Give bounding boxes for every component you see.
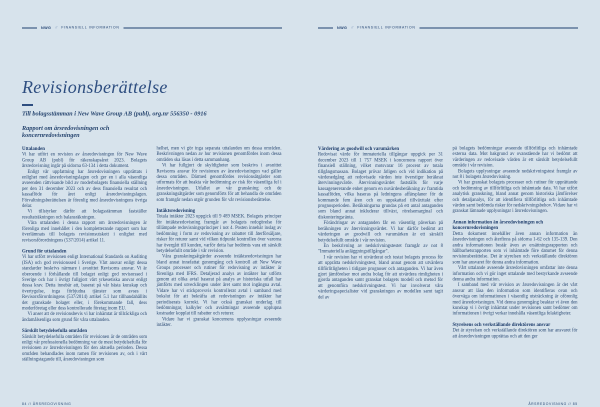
- header-separator: //: [55, 26, 58, 30]
- header-section-label: FINANSIELL INFORMATION: [357, 26, 416, 30]
- paragraph: Det är styrelsen och verkställande direktören som har ansvaret för att årsredovisningen upprättas och att den ger: [452, 328, 578, 339]
- header-section-label: FINANSIELL INFORMATION: [61, 26, 120, 30]
- section-heading: Uttalanden: [22, 146, 45, 152]
- addressee-line: Till bolagsstämman i New Wave Group AB (publ), org.nr 556350 - 0916: [22, 110, 207, 117]
- page-right: [300, 0, 600, 407]
- header-brand: NWG: [337, 25, 348, 30]
- section-heading: Värdering av goodwill och varumärken: [318, 146, 400, 152]
- paragraph: Bolagets upplysningar avseende nedskrivningstest framgår av not 8 i bolagets årsredovisning.: [452, 168, 578, 180]
- paragraph: En beskrivning av nedskrivningstestet framgår av not 8 "Immateriella anläggningstillgångar".: [318, 243, 443, 255]
- section-heading: Annan information än årsredovisningen och koncernredovisningen: [452, 219, 544, 231]
- paragraph: på bolagets bedömningar avseende tillförlitliga och inhämtade externa data. Mot bakgrund av ovanstående har vi bedömt att värderingen av redovisade värden är ett särskilt betydelsefullt område i vår revision.: [452, 146, 578, 169]
- paragraph: Särskilt betydelsefulla områden för revisionen är de områden som enligt vår professionella bedömning var de mest betydelsefulla för revisionen av årsredovisningen för den aktuella perioden. Dessa områden behandlades inom ramen för revisionen av, och i vårt ställningstagande till, årsredovisningen som: [22, 334, 147, 363]
- paragraph: Vi har utfört en revision av årsredovisningen för New Wave Group AB (publ) för räkenskapsåret 2023. Bolagets årsredovisning ingår på sidorna 63-134 i detta dokument.: [22, 152, 147, 169]
- paragraph: Totala intäkter 2023 uppgick till 9 489 MSEK. Bolagets principer för intäktsredovisning framgår av bolagets redogörelse för tillämpade redovisningsprinciper i not 4. Posten innebär inslag av bedömning i form av redovisning av rabatter till återförsäljare, risker för returer samt vid vilken tidpunkt kontrollen över varorna har övergått till kunden, varför detta har bedömts vara ett särskilt betydelsefullt område i vår revision.: [156, 214, 282, 254]
- paragraph: Vi har granskat bolagets processer och rutiner för upprättande och bedömning av tillförlitliga och inhämtade data. Vi har utfört analytisk granskning, bland annat genom historiska jämförelser och detaljanalys, för att identifiera tillförlitliga och inhämtade värden samt bedömda risker för nedskrivningsbehov. Vidare har vi granskat lämnade upplysningar i årsredovisningen.: [452, 180, 578, 214]
- header-rule-long: [123, 28, 282, 29]
- header-brand: NWG: [41, 25, 52, 30]
- left-page-column-1: [22, 146, 147, 363]
- left-page-body: [22, 146, 282, 388]
- header-rule-long: [419, 28, 578, 29]
- running-header: [318, 26, 578, 34]
- page-title: Revisionsberättelse: [22, 77, 168, 97]
- paragraph: Våra uttalanden i denna rapport om årsredovisningen är förenliga med innehållet i den kompletterande rapport som har överlämnats till bolagets revisionsutskott i enlighet med revisorsförordningens (537/2014) artikel 11.: [22, 220, 147, 243]
- page-footer-left: 84 // ÅRSREDOVISNING: [22, 402, 72, 406]
- paragraph: Redovisat värde för immateriella tillgångar uppgick per 31 december 2023 till 1 757 MSEK i koncernens rapport över finansiell ställning, vilket motsvarar 16 procent av totala tillgångsmassan. Bolaget prövar årligen och vid indikation på värdenedgång att redovisade värden inte överstiger beräknat återvinningsvärde. Återvinningsvärdet fastställs för varje kassagenererande enhet genom en nuvärdesberäkning av framtida kassaflöden, vilka baseras på ledningens affärsplaner för de kommande fem åren och en uppskattad tillväxttakt efter prognosperioden. Beräkningarna grundas på ett antal antaganden som bland annat inkluderar tillväxt, rörelsemarginal och diskonteringsränta.: [318, 152, 443, 220]
- section-heading: Särskilt betydelsefulla områden: [22, 328, 88, 334]
- paragraph: Förändringar av antaganden får en väsentlig påverkan på beräkningen av återvinningsvärdet. Vi har därför bedömt att värderingen av goodwill och varumärken är ett särskilt betydelsefullt område i vår revision.: [318, 220, 443, 243]
- header-rule-short: [318, 28, 333, 29]
- left-page-column-2: [157, 146, 282, 363]
- page-footer-right: ÅRSREDOVISNING // 85: [528, 402, 578, 406]
- right-page-column-1: [318, 146, 443, 340]
- section-heading: Grund för uttalanden: [22, 248, 67, 254]
- section-heading: Styrelsens och verkställande direktörens ansvar: [452, 321, 551, 328]
- header-separator: //: [351, 26, 354, 30]
- paragraph: Vi har fullgjort de skyldigheter som beskrivs i avsnittet Revisorns ansvar för revisionen av årsredovisningen vad gäller dessa områden. Därmed genomfördes revisionsåtgärder som utformats för att beakta vår bedömning av risk för väsentliga fel i årsredovisningen. Utfallet av vår granskning och de granskningsåtgärder som genomförts för att behandla de områden som framgår nedan utgör grunden för vår revisionsberättelse.: [156, 163, 282, 203]
- paragraph: helhet, men vi gör inga separata uttalanden om dessa områden. Beskrivningen nedan av hur revisionen genomfördes inom dessa områden ska läsas i detta sammanhang.: [156, 146, 282, 163]
- section-heading: Intäktsredovisning: [156, 208, 196, 214]
- right-page-body: [318, 146, 578, 388]
- header-rule-short: [22, 28, 37, 29]
- right-page-column-2: [453, 146, 578, 340]
- paragraph: Vårt uttalande avseende årsredovisningen omfattar inte denna information och vi gör inget uttalande med bestyrkande avseende denna andra information.: [452, 265, 578, 282]
- report-section-heading: Rapport om årsredovisningen och koncernredovisningen: [22, 124, 110, 139]
- title-underline-rule: [22, 104, 33, 106]
- paragraph: Vi anser att de revisionsbevis vi har inhämtat är tillräckliga och ändamålsenliga som grund för våra uttalanden.: [22, 311, 147, 323]
- paragraph: Enligt vår uppfattning har årsredovisningen upprättats i enlighet med årsredovisningslagen och ger en i alla väsentliga avseenden rättvisande bild av moderbolagets finansiella ställning per den 31 december 2023 och av dess finansiella resultat och kassaflöde för året enligt årsredovisningslagen. Förvaltningsberättelsen är förenlig med årsredovisningens övriga delar.: [22, 169, 147, 209]
- paragraph: Vi har utfört revisionen enligt International Standards on Auditing (ISA) och god revisionssed i Sverige. Vårt ansvar enligt dessa standarder beskrivs närmare i avsnittet Revisorns ansvar. Vi är oberoende i förhållande till bolaget enligt god revisorssed i Sverige och har i övrigt fullgjort vårt yrkesetiska ansvar enligt dessa krav. Detta innebär att, baserat på vår bästa kunskap och övertygelse, inga förbjudna tjänster som avses i Revisorsförordningens (537/2014) artikel 5.1 har tillhandahållits det granskade bolaget eller, i förekommande fall, dess moderföretag eller dess kontrollerade företag inom EU.: [22, 254, 147, 311]
- paragraph: Våra granskningsåtgärder avseende intäktsredovisningen har bland annat innefattat genomgång och kontroll att New Wave Groups processer och rutiner för redovisning av intäkter är förenliga med IFRS. Detaljerad analys av intäkter har utförts genom att olika avtal baserat på analys av historiska utfall har jämförts med utvecklingen under året samt mot ingångna avtal. Vidare har vi stickprovsvis kontrollerat avtal i samband med bokslut för att bekräfta att redovisningen av intäkter har periodiserats korrekt. Vi har också granskat underlag till bedömningar, kalkyler och avsättningar avseende upplupna kostnader kopplat till rabatter och returer.: [156, 254, 282, 317]
- paragraph: I vår revision har vi utvärderat och testat bolagets process för att upprätta nedskrivningstest, bland annat genom att utvärdera tillförlitligheten i tidigare prognoser och antaganden. Vi har även gjort jämförelser mot andra bolag för att utvärdera rimligheten i gjorda antaganden samt granskat bolagets modell och metod för att genomföra nedskrivningstest. Vi har involverat våra värderingsspecialister vid granskningen av modellen samt tagit del av: [318, 254, 443, 300]
- paragraph: Detta dokument innehåller även annan information än årsredovisningen och återfinns på sidorna 1-62 och 135-139. Den andra informationen består även av ersättningsrapporten och hållbarhetsrapporten som vi inhämtade före datumet för denna revisionsberättelse. Det är styrelsen och verkställande direktören som har ansvaret för denna andra information.: [452, 231, 578, 265]
- paragraph: Vidare har vi granskat koncernens upplysningar avseende intäkter.: [156, 316, 282, 328]
- running-header: [22, 26, 282, 34]
- paragraph: Vi tillstyrker därför att bolagsstämman fastställer resultaträkningen och balansräkningen.: [22, 209, 147, 220]
- paragraph: I samband med vår revision av årsredovisningen är det vårt ansvar att läsa den information som identifieras ovan och överväga om informationen i väsentlig utsträckning är oförenlig med årsredovisningen. Vid denna genomgång beaktar vi även den kunskap vi i övrigt inhämtat under revisionen samt bedömer om informationen i övrigt verkar innehålla väsentliga felaktigheter.: [452, 282, 578, 317]
